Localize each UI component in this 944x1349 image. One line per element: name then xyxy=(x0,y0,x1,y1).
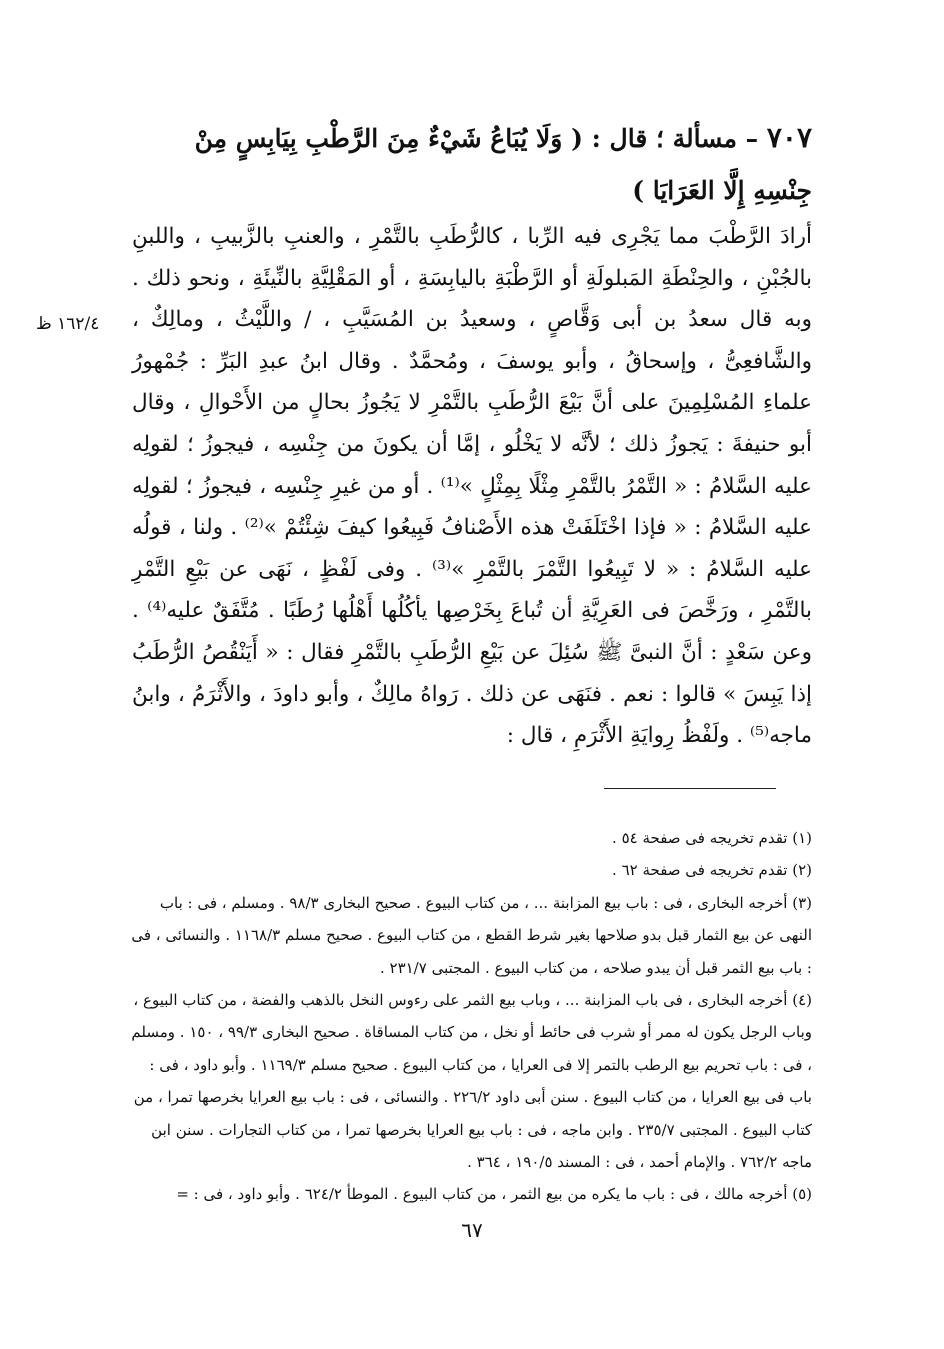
footnote-5: (٥) أخرجه مالك ، فى : باب ما يكره من بيع الثمر ، من كتاب البيوع . الموطأ ٦٢٤/٢ . وأبو داود ، فى : = xyxy=(176,1185,812,1204)
main-paragraph: أرادَ الرَّطْبَ مما يَجْرِى فيه الرِّبا ، كالرُّطَبِ بالتَّمْرِ ، والعنبِ بالزَّبيبِ ، واللبنِ بالجُبْنِ ، والحِنْطَةِ المَبلولَةِ أو الرَّطْبَةِ باليابِسَةِ ، أو المَقْلِيَّةِ بالنِّيئَةِ ، ونحو ذلك . وبه قال سعدُ بن أبى وَقَّاصٍ ، وسعيدُ بن المُسَيَّبِ ، / واللَّيْثُ ، ومالِكٌ ، والشَّافعِىُّ ، وإسحاقُ ، وأبو يوسفَ ، ومُحمَّدٌ . وقال ابنُ عبدِ البَرِّ : جُمْهورُ علماءِ المُسْلِمِينَ على أنَّ بَيْعَ الرُّطَبِ بالتَّمْرِ لا يَجُوزُ بحالٍ من الأَحْوالِ ، وقال أبو حنيفةَ : يَجوزُ ذلك ؛ لأنَّه لا يَخْلُو ، إمَّا أن يكونَ من جِنْسِه ، فيجوزُ ؛ لقولِه عليه السَّلامُ : « التَّمْرُ بالتَّمْرِ مِثْلًا بِمِثْلٍ »⁽¹⁾ . أو من غيرِ جِنْسِه ، فيجوزُ ؛ لقولِه عليه السَّلامُ : « فإذا اخْتَلَفَتْ هذه الأَصْنافُ فَبِيعُوا كيفَ شِئْتُمْ »⁽²⁾ . ولنا ، قولُه عليه السَّلامُ : « لا تَبِيعُوا التَّمْرَ بالتَّمْرِ »⁽³⁾ . وفى لَفْظٍ ، نَهَى عن بَيْعِ التَّمْرِ بالتَّمْرِ ، ورَخَّصَ فى العَرِيَّةِ أن تُباعَ بِخَرْصِها يأكُلُها أَهْلُها رُطَبًا . مُتَّفَقٌ عليه⁽⁴⁾ . وعن سَعْدٍ : أنَّ النبىَّ ﷺ سُئِلَ عن بَيْعِ الرُّطَبِ بالتَّمْرِ فقال : « أَيَنْقُصُ الرُّطَبُ إذا يَبِسَ » قالوا : نعم . فنَهَى عن ذلك . رَواهُ مالِكٌ ، وأبو داودَ ، والأَثْرَمُ ، وابنُ ماجه⁽⁵⁾ . ولَفْظُ رِوايَةِ الأَثْرَمِ ، قال : xyxy=(132,224,812,749)
page-number: ٦٧ xyxy=(461,1218,483,1242)
footnote-2: (٢) تقدم تخريجه فى صفحة ٦٢ . xyxy=(612,861,812,880)
issue-title: – مسألة ؛ قال : ( وَلَا يُبَاعُ شَيْءٌ مِنَ الرَّطْبِ بِيَابِسٍ مِنْ جِنْسِهِ إِلَّا العَرَايَا ) xyxy=(194,124,812,205)
footnote-3: (٣) أخرجه البخارى ، فى : باب بيع المزابنة ... ، من كتاب البيوع . صحيح البخارى ٩٨/٣ . ومسلم ، فى : باب النهى عن بيع الثمار قبل بدو صلاحها بغير شرط القطع ، من كتاب البيوع . صحيح مسلم ١١٦٨/٣ . والنسائى ، فى : باب بيع الثمر قبل أن يبدو صلاحه ، من كتاب البيوع . المجتبى ٢٣١/٧ . xyxy=(131,893,812,977)
issue-number: ٧٠٧ xyxy=(766,121,812,154)
footnotes xyxy=(128,822,812,1211)
footnote-4: (٤) أخرجه البخارى ، فى باب المزابنة ... ، وباب بيع الثمر على رءوس النخل بالذهب والفضة ، من كتاب البيوع ، وباب الرجل يكون له ممر أو شرب فى حائط أو نخل ، من كتاب المساقاة . صحيح البخارى ٩٩/٣ ، ١٥٠ . ومسلم ، فى : باب تحريم بيع الرطب بالتمر إلا فى العرايا ، من كتاب البيوع . صحيح مسلم ١١٦٩/٣ . وأبو داود ، فى : باب فى بيع العرايا ، من كتاب البيوع . سنن أبى داود ٢٢٦/٢ . والنسائى ، فى : باب بيع العرايا بخرصها تمرا ، من كتاب البيوع . المجتبى ٢٣٥/٧ . وابن ماجه ، فى : باب بيع العرايا بخرصها تمرا ، من كتاب التجارات . سنن ابن ماجه ٧٦٢/٢ . والإمام أحمد ، فى : المسند ١٩٠/٥ ، ٣٦٤ . xyxy=(131,991,812,1172)
footnote-1: (١) تقدم تخريجه فى صفحة ٥٤ . xyxy=(612,829,812,847)
issue-heading xyxy=(132,112,812,217)
footnote-separator xyxy=(604,788,776,789)
manuscript-folio-note: ١٦٢/٤ ظ xyxy=(36,314,100,334)
main-text xyxy=(132,216,812,757)
